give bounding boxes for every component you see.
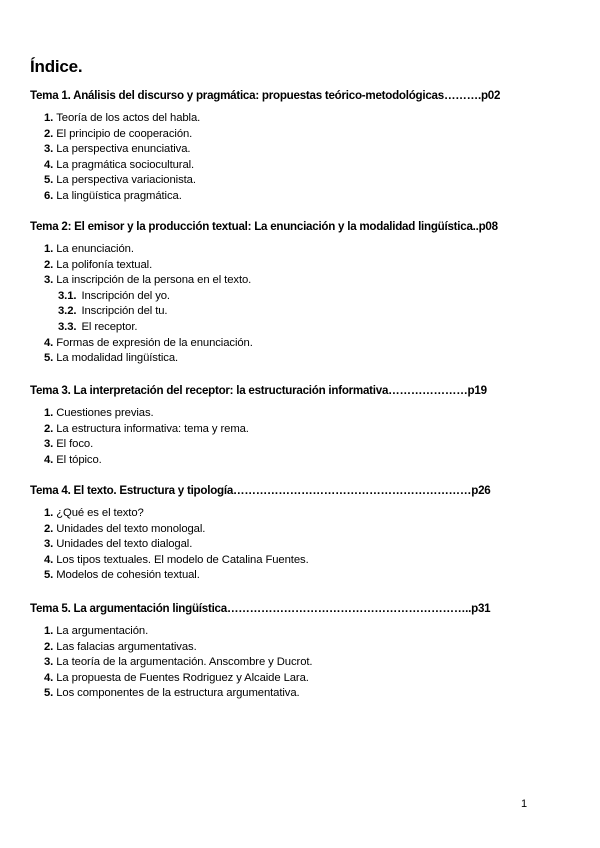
- item-text: Inscripción del yo.: [81, 289, 170, 302]
- item-text: El foco.: [56, 438, 94, 451]
- item-text: La lingüística pragmática.: [56, 189, 182, 202]
- section-tema-5: [30, 601, 575, 700]
- item-number: 4.: [44, 453, 54, 466]
- item-number: 2.: [44, 522, 54, 535]
- item-number: 6.: [44, 189, 54, 202]
- item-number: 3.: [44, 656, 54, 669]
- list-item: [30, 304, 253, 320]
- list-item: [30, 111, 200, 127]
- list-item: [30, 553, 309, 569]
- list-item: [30, 127, 200, 143]
- item-text: La polifonía textual.: [56, 258, 153, 271]
- item-text: La enunciación.: [56, 243, 134, 255]
- item-text: Teoría de los actos del habla.: [56, 112, 201, 124]
- list-item: [30, 422, 249, 438]
- page-title: Índice.: [30, 57, 83, 76]
- item-text: La estructura informativa: tema y rema.: [56, 422, 249, 435]
- item-list: [30, 111, 200, 205]
- list-item: [30, 686, 312, 702]
- item-number: 5.: [44, 569, 54, 582]
- list-item: [30, 522, 309, 538]
- item-number: 1.: [44, 112, 54, 124]
- list-item: [30, 273, 253, 289]
- item-number: 4.: [44, 158, 54, 171]
- item-number: 1.: [44, 507, 54, 519]
- item-number: 2.: [44, 127, 54, 140]
- item-number: 2.: [44, 422, 54, 435]
- item-number: 1.: [44, 407, 54, 419]
- item-text: La modalidad lingüística.: [56, 352, 179, 365]
- item-number: 1.: [44, 625, 54, 637]
- item-number: 3.1.: [58, 289, 77, 302]
- item-text: Inscripción del tu.: [81, 305, 168, 318]
- item-number: 3.: [44, 538, 54, 551]
- list-item: [30, 336, 253, 352]
- item-text: La propuesta de Fuentes Rodriguez y Alcaide Lara.: [56, 671, 309, 684]
- section-tema-2: [30, 219, 575, 365]
- list-item: [30, 351, 253, 367]
- item-text: El principio de cooperación.: [56, 127, 193, 140]
- item-text: La inscripción de la persona en el texto.: [56, 274, 252, 287]
- item-text: El tópico.: [56, 453, 102, 466]
- list-item: [30, 437, 249, 453]
- item-number: 5.: [44, 174, 54, 187]
- item-text: Cuestiones previas.: [56, 407, 154, 419]
- item-text: Los tipos textuales. El modelo de Catalina Fuentes.: [56, 553, 309, 566]
- item-text: El receptor.: [81, 320, 138, 333]
- item-number: 2.: [44, 258, 54, 271]
- item-text: ¿Qué es el texto?: [56, 507, 144, 519]
- item-text: La perspectiva enunciativa.: [56, 143, 191, 156]
- item-number: 4.: [44, 553, 54, 566]
- list-item: [30, 537, 309, 553]
- item-list: [30, 242, 253, 367]
- list-item: [30, 655, 312, 671]
- list-item: [30, 406, 249, 422]
- list-item: [30, 568, 309, 584]
- item-text: Unidades del texto dialogal.: [56, 538, 193, 551]
- item-text: La pragmática sociocultural.: [56, 158, 195, 171]
- item-text: La argumentación.: [56, 625, 149, 637]
- section-heading: Tema 5. La argumentación lingüística………………………………………………………..p31: [30, 602, 491, 615]
- section-heading: Tema 2: El emisor y la producción textual: La enunciación y la modalidad lingüística..p08: [30, 220, 498, 233]
- item-text: Formas de expresión de la enunciación.: [56, 336, 253, 349]
- item-number: 3.: [44, 438, 54, 451]
- list-item: [30, 289, 253, 305]
- item-text: Unidades del texto monologal.: [56, 522, 206, 535]
- list-item: [30, 242, 253, 258]
- item-text: Las falacias argumentativas.: [56, 640, 197, 653]
- section-tema-3: [30, 383, 575, 466]
- list-item: [30, 173, 200, 189]
- list-item: [30, 624, 312, 640]
- item-list: [30, 406, 249, 468]
- item-list: [30, 624, 312, 702]
- item-number: 3.3.: [58, 320, 77, 333]
- section-heading: Tema 3. La interpretación del receptor: la estructuración informativa…………………p19: [30, 384, 487, 397]
- item-number: 4.: [44, 336, 54, 349]
- item-text: Modelos de cohesión textual.: [56, 569, 200, 582]
- item-number: 3.2.: [58, 305, 77, 318]
- list-item: [30, 258, 253, 274]
- list-item: [30, 453, 249, 469]
- section-tema-4: [30, 483, 575, 582]
- item-number: 4.: [44, 671, 54, 684]
- item-number: 5.: [44, 687, 54, 700]
- list-item: [30, 671, 312, 687]
- item-text: La perspectiva variacionista.: [56, 174, 196, 187]
- item-number: 3.: [44, 143, 54, 156]
- list-item: [30, 640, 312, 656]
- item-number: 3.: [44, 274, 54, 287]
- item-text: Los componentes de la estructura argumentativa.: [56, 687, 300, 700]
- list-item: [30, 320, 253, 336]
- list-item: [30, 506, 309, 522]
- page-number: 1: [521, 798, 528, 810]
- item-number: 1.: [44, 243, 54, 255]
- list-item: [30, 158, 200, 174]
- section-tema-1: [30, 88, 575, 202]
- item-number: 5.: [44, 352, 54, 365]
- item-list: [30, 506, 309, 584]
- list-item: [30, 189, 200, 205]
- section-heading: Tema 1. Análisis del discurso y pragmática: propuestas teórico-metodológicas……….p02: [30, 89, 501, 102]
- item-text: La teoría de la argumentación. Anscombre y Ducrot.: [56, 656, 313, 669]
- item-number: 2.: [44, 640, 54, 653]
- section-heading: Tema 4. El texto. Estructura y tipología………………………………………………………p26: [30, 484, 491, 497]
- list-item: [30, 142, 200, 158]
